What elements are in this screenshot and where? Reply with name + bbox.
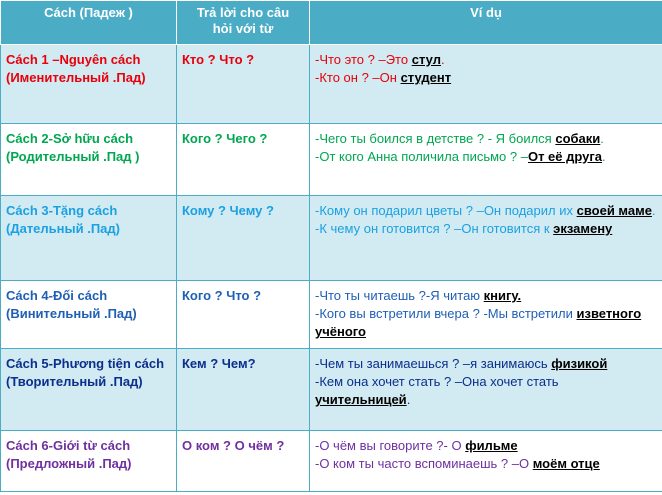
case-cell xyxy=(1,124,177,196)
example-line xyxy=(315,455,657,473)
example-highlight: своей маме xyxy=(576,203,652,218)
header-case: Cách (Падеж ) xyxy=(1,1,177,45)
question-cell: Кому ? Чему ? xyxy=(177,196,310,281)
case-russian: (Винительный .Пад) xyxy=(6,306,137,321)
case-russian: (Именительный .Пад) xyxy=(6,70,146,85)
example-line xyxy=(315,287,657,305)
example-highlight: От её друга xyxy=(527,149,603,164)
example-highlight: экзамену xyxy=(553,221,613,236)
header-row xyxy=(1,1,662,45)
table-row xyxy=(1,45,662,124)
case-russian: (Дательный .Пад) xyxy=(6,221,120,236)
example-cell xyxy=(310,281,662,349)
example-line xyxy=(315,69,657,87)
header-question: Trả lời cho câu hỏi với từ xyxy=(177,1,310,45)
example-line xyxy=(315,437,657,455)
example-text: -Кого вы встретили вчера ? -Мы встретили xyxy=(315,306,577,321)
example-highlight: физикой xyxy=(551,356,608,371)
case-russian: (Предложный .Пад) xyxy=(6,456,132,471)
question-cell: Кого ? Чего ? xyxy=(177,124,310,196)
table-row xyxy=(1,431,662,492)
example-tail: . xyxy=(651,203,656,218)
example-text: -Что это ? –Это xyxy=(315,52,412,67)
case-name: Cách 5-Phương tiện cách xyxy=(6,356,165,371)
example-cell xyxy=(310,349,662,431)
example-highlight: студент xyxy=(400,70,452,85)
example-tail: . xyxy=(406,392,411,407)
example-line xyxy=(315,130,657,148)
case-cell xyxy=(1,196,177,281)
example-cell xyxy=(310,431,662,492)
example-text: -От кого Анна поличила письмо ? – xyxy=(315,149,528,164)
example-text: -О чём вы говорите ?- О xyxy=(315,438,466,453)
case-cell xyxy=(1,431,177,492)
case-russian: (Творительный .Пад) xyxy=(6,374,143,389)
case-cell xyxy=(1,281,177,349)
example-highlight: учительницей xyxy=(315,392,407,407)
example-cell xyxy=(310,124,662,196)
example-line xyxy=(315,305,657,341)
example-highlight: фильме xyxy=(465,438,518,453)
case-name: Cách 1 –Nguyên cách xyxy=(6,52,141,67)
example-text: -Кем она хочет стать ? –Она хочет стать xyxy=(315,374,559,389)
case-name: Cách 2-Sở hữu cách xyxy=(6,131,134,146)
table-row xyxy=(1,196,662,281)
question-cell: Кого ? Что ? xyxy=(177,281,310,349)
example-text: -Что ты читаешь ?-Я читаю xyxy=(315,288,484,303)
case-name: Cách 4-Đối cách xyxy=(6,288,108,303)
example-tail: . xyxy=(602,149,606,164)
example-highlight: моём отце xyxy=(532,456,600,471)
header-example: Ví dụ xyxy=(310,1,662,45)
example-text: -Чем ты занимаешься ? –я занимаюсь xyxy=(315,356,552,371)
example-line xyxy=(315,51,657,69)
table-row xyxy=(1,124,662,196)
case-cell xyxy=(1,349,177,431)
example-line xyxy=(315,220,657,238)
example-text: -К чему он готовится ? –Он готовится к xyxy=(315,221,554,236)
example-highlight: собаки xyxy=(555,131,601,146)
example-cell xyxy=(310,196,662,281)
table-row xyxy=(1,281,662,349)
example-text: -Кому он подарил цветы ? –Он подарил их xyxy=(315,203,577,218)
example-highlight: стул xyxy=(411,52,441,67)
example-line xyxy=(315,148,657,166)
case-russian: (Родительный .Пад ) xyxy=(6,149,140,164)
case-name: Cách 6-Giới từ cách xyxy=(6,438,131,453)
example-text: -О ком ты часто вспоминаешь ? –О xyxy=(315,456,533,471)
example-cell xyxy=(310,45,662,124)
question-cell: Кто ? Что ? xyxy=(177,45,310,124)
question-cell: О ком ? О чём ? xyxy=(177,431,310,492)
table-row xyxy=(1,349,662,431)
example-text: -Чего ты боился в детстве ? - Я боился xyxy=(315,131,556,146)
case-cell xyxy=(1,45,177,124)
example-tail: . xyxy=(440,52,445,67)
example-highlight: изветного учёного xyxy=(315,306,642,339)
example-line xyxy=(315,355,657,373)
example-line xyxy=(315,373,657,409)
question-cell: Кем ? Чем? xyxy=(177,349,310,431)
example-tail: . xyxy=(600,131,604,146)
example-text: -Кто он ? –Он xyxy=(315,70,401,85)
example-line xyxy=(315,202,657,220)
case-name: Cách 3-Tặng cách xyxy=(6,203,118,218)
example-highlight: книгу. xyxy=(483,288,522,303)
